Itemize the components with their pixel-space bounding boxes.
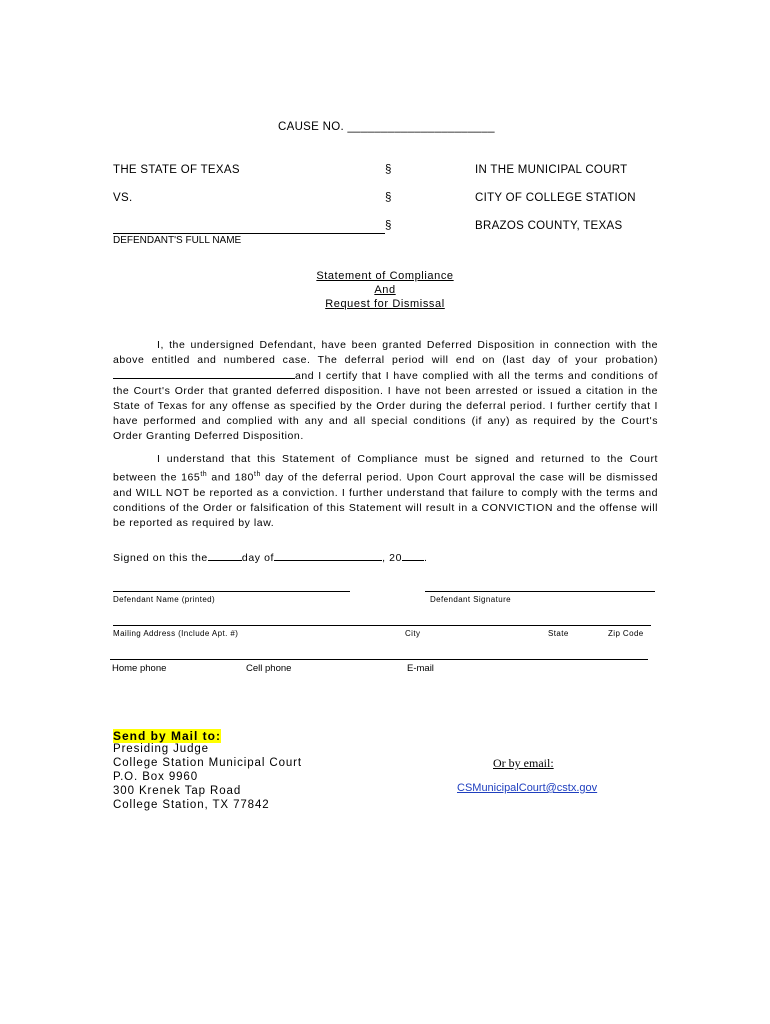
section-sign: § [385,164,392,176]
home-phone-label: Home phone [112,663,167,674]
mail-address-block [113,742,302,812]
mail-line: Presiding Judge [113,743,209,755]
mail-line: P.O. Box 9960 [113,771,199,783]
cell-phone-label: Cell phone [246,663,292,674]
defendant-name-field[interactable] [113,591,350,592]
day-of-label: day of [241,552,275,564]
mail-line: 300 Krenek Tap Road [113,785,242,797]
signed-month-field[interactable] [274,550,382,561]
document-title: Statement of Compliance [316,270,454,282]
document-title-and: And [374,284,396,296]
defendant-full-name-label: DEFENDANT'S FULL NAME [113,235,242,246]
paragraph-text: I understand that this Statement of Compliance must be signed and returned to the Court between the 165 [113,453,658,484]
signed-year-field[interactable] [402,550,424,561]
or-by-email-heading: Or by email: [493,756,554,770]
state-field-label: State [548,629,569,638]
defendant-signature-field[interactable] [425,591,655,592]
mailing-address-label: Mailing Address (Include Apt. #) [113,629,239,638]
defendant-signature-label: Defendant Signature [430,595,511,604]
contact-field[interactable] [110,659,648,660]
municipal-court-label: IN THE MUNICIPAL COURT [475,164,628,176]
versus-label: VS. [113,192,133,204]
superscript: th [200,471,208,478]
court-email-link[interactable]: CSMunicipalCourt@cstx.gov [457,782,598,794]
signed-label: Signed on this the [113,552,208,564]
address-field[interactable] [113,625,651,626]
cause-number: CAUSE NO. ______________________ [278,121,495,133]
compliance-paragraph [113,338,658,444]
document-subtitle: Request for Dismissal [325,298,445,310]
county-label: BRAZOS COUNTY, TEXAS [475,220,623,232]
signed-day-field[interactable] [208,550,242,561]
signed-on-line [113,550,428,564]
defendant-name-line[interactable] [113,233,385,234]
city-label: CITY OF COLLEGE STATION [475,192,636,204]
zip-field-label: Zip Code [608,629,644,638]
probation-end-date-field[interactable] [113,368,295,379]
defendant-name-label: Defendant Name (printed) [113,595,216,604]
mail-line: College Station, TX 77842 [113,799,270,811]
mail-line: College Station Municipal Court [113,757,302,769]
paragraph-text: day of the deferral period. Upon Court approval the case will be dismissed and WILL NOT be reported as a conviction. I further understand that failure to comply with the terms and conditions of the Order or falsification of this Statement will result in a CONVICTION and the offense will be reported as required by law. [113,471,658,529]
year-prefix-label: , 20 [382,552,403,564]
send-by-mail-heading: Send by Mail to: [113,729,222,743]
section-sign: § [385,192,392,204]
state-of-texas-label: THE STATE OF TEXAS [113,164,240,176]
section-sign: § [385,220,392,232]
email-field-label: E-mail [407,663,434,674]
paragraph-text: and I certify that I have complied with all the terms and conditions of the Court's Order that granted deferred disposition. I have not been arrested or issued a citation in the State of Texas for any offense as specified by the Order during the deferral period. I further certify that I have performed and complied with any and all special conditions (if any) as required by the Court's Order Granting Deferred Disposition. [113,370,658,442]
paragraph-text: and 180 [207,471,254,484]
paragraph-text: I, the undersigned Defendant, have been granted Deferred Disposition in connection with the above entitled and numbered case. The deferral period will end on (last day of your probation) [113,339,658,366]
period: . [424,552,428,564]
understanding-paragraph [113,452,658,531]
city-field-label: City [405,629,421,638]
superscript: th [253,471,261,478]
